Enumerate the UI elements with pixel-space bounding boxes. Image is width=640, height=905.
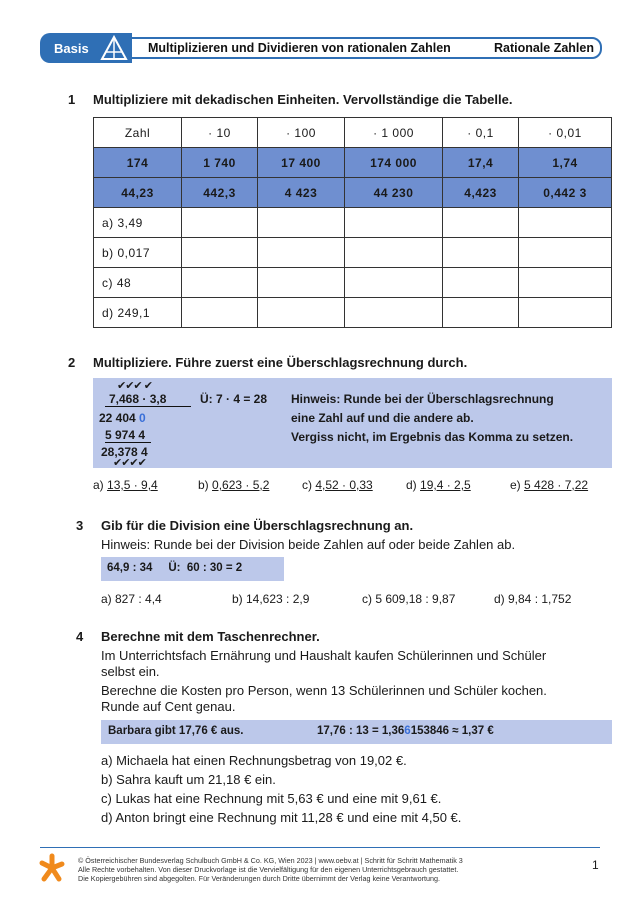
example-result: 28,378 4 bbox=[101, 445, 148, 459]
answer-cell[interactable] bbox=[345, 298, 443, 328]
table-cell: 44,23 bbox=[94, 178, 182, 208]
example-partial-1 bbox=[99, 411, 146, 425]
table-row bbox=[94, 148, 612, 178]
table-cell: 17,4 bbox=[443, 148, 519, 178]
calc-part-c: 153846 ≈ 1,37 € bbox=[410, 725, 494, 737]
table-header-row bbox=[94, 118, 612, 148]
task3-hint: Hinweis: Runde bei der Division beide Zahlen auf oder beide Zahlen ab. bbox=[101, 537, 516, 552]
answer-cell[interactable] bbox=[519, 208, 612, 238]
table-header-cell: · 1 000 bbox=[345, 118, 443, 148]
page-number: 1 bbox=[592, 858, 599, 872]
table-cell: 4,423 bbox=[443, 178, 519, 208]
task4-item-b: b) Sahra kauft um 21,18 € ein. bbox=[101, 772, 276, 787]
table-row bbox=[94, 298, 612, 328]
task3-item-a: a) 827 : 4,4 bbox=[101, 592, 162, 606]
answer-cell[interactable] bbox=[519, 298, 612, 328]
basis-badge bbox=[40, 33, 132, 63]
answer-cell[interactable] bbox=[258, 208, 345, 238]
task1-number: 1 bbox=[68, 92, 76, 107]
table-cell: 174 000 bbox=[345, 148, 443, 178]
multiplication-table bbox=[93, 117, 612, 328]
item-label: c) bbox=[302, 478, 316, 492]
answer-cell[interactable] bbox=[443, 298, 519, 328]
example-multiplication: 7,468 · 3,8 bbox=[105, 392, 191, 407]
task2-item-a bbox=[93, 478, 158, 492]
answer-cell[interactable] bbox=[519, 238, 612, 268]
table-cell: c) 48 bbox=[94, 268, 182, 298]
table-header-cell: · 100 bbox=[258, 118, 345, 148]
header-title: Multiplizieren und Dividieren von rationalen Zahlen bbox=[148, 41, 451, 55]
table-cell: 442,3 bbox=[182, 178, 258, 208]
answer-cell[interactable] bbox=[258, 268, 345, 298]
answer-cell[interactable] bbox=[258, 298, 345, 328]
item-label: e) bbox=[510, 478, 525, 492]
task4-paragraph-1b: selbst ein. bbox=[101, 664, 160, 679]
table-cell: 174 bbox=[94, 148, 182, 178]
answer-cell[interactable] bbox=[258, 238, 345, 268]
footer-line-1: © Österreichischer Bundesverlag Schulbuch GmbH & Co. KG, Wien 2023 | www.oebv.at | Schritt für Schritt Mathematik 3 bbox=[78, 856, 463, 865]
answer-cell[interactable] bbox=[345, 208, 443, 238]
publisher-logo-icon bbox=[38, 853, 66, 883]
table-row bbox=[94, 238, 612, 268]
item-expression: 4,52 · 0,33 bbox=[315, 478, 373, 492]
task3-example: 64,9 : 34 Ü: 60 : 30 = 2 bbox=[107, 562, 243, 574]
task4-item-a: a) Michaela hat einen Rechnungsbetrag von 19,02 €. bbox=[101, 753, 407, 768]
partial-1-value: 22 404 bbox=[99, 411, 136, 425]
task3-item-d: d) 9,84 : 1,752 bbox=[494, 592, 572, 606]
task4-number: 4 bbox=[76, 629, 84, 644]
hint-line-2: eine Zahl auf und die andere ab. bbox=[291, 411, 474, 425]
table-cell: b) 0,017 bbox=[94, 238, 182, 268]
hint-line-3: Vergiss nicht, im Ergebnis das Komma zu setzen. bbox=[291, 430, 574, 444]
table-cell: 0,442 3 bbox=[519, 178, 612, 208]
task2-item-e bbox=[510, 478, 588, 492]
triangle-level-icon bbox=[100, 35, 128, 61]
table-cell: d) 249,1 bbox=[94, 298, 182, 328]
task4-item-d: d) Anton bringt eine Rechnung mit 11,28 € und eine mit 4,50 €. bbox=[101, 810, 462, 825]
table-cell: 17 400 bbox=[258, 148, 345, 178]
answer-cell[interactable] bbox=[345, 268, 443, 298]
footer-copyright bbox=[78, 856, 463, 883]
task4-example-calc bbox=[317, 725, 494, 737]
answer-cell[interactable] bbox=[182, 208, 258, 238]
answer-cell[interactable] bbox=[182, 298, 258, 328]
task3-number: 3 bbox=[76, 518, 84, 533]
task4-example-box bbox=[101, 720, 612, 744]
hint-line-1: Hinweis: Runde bei der Überschlagsrechnung bbox=[291, 392, 554, 406]
task4-paragraph-1a: Im Unterrichtsfach Ernährung und Haushalt kaufen Schülerinnen und Schüler bbox=[101, 648, 547, 663]
task4-item-c: c) Lukas hat eine Rechnung mit 5,63 € und eine mit 9,61 €. bbox=[101, 791, 442, 806]
table-row bbox=[94, 178, 612, 208]
task2-number: 2 bbox=[68, 355, 76, 370]
header-chapter: Rationale Zahlen bbox=[493, 41, 594, 55]
item-label: b) bbox=[198, 478, 213, 492]
footer-divider bbox=[40, 847, 600, 848]
basis-label: Basis bbox=[54, 41, 89, 56]
table-header-cell: · 0,1 bbox=[443, 118, 519, 148]
item-expression: 19,4 · 2,5 bbox=[420, 478, 471, 492]
answer-cell[interactable] bbox=[182, 238, 258, 268]
item-label: d) bbox=[406, 478, 421, 492]
footer-line-3: Die Kopiergebühren sind abgegolten. Für Veränderungen durch Dritte übernimmt der Verlag keine Verantwortung. bbox=[78, 874, 440, 883]
item-expression: 0,623 · 5,2 bbox=[212, 478, 270, 492]
task1-title: Multipliziere mit dekadischen Einheiten. Vervollständige die Tabelle. bbox=[93, 92, 513, 107]
answer-cell[interactable] bbox=[443, 208, 519, 238]
example-partial-2: 5 974 4 bbox=[105, 428, 151, 443]
table-cell: 4 423 bbox=[258, 178, 345, 208]
table-cell: 44 230 bbox=[345, 178, 443, 208]
task3-item-c: c) 5 609,18 : 9,87 bbox=[362, 592, 456, 606]
item-expression: 13,5 · 9,4 bbox=[107, 478, 158, 492]
task2-item-d bbox=[406, 478, 471, 492]
example-estimate: Ü: 7 · 4 = 28 bbox=[200, 392, 268, 406]
task4-title: Berechne mit dem Taschenrechner. bbox=[101, 629, 320, 644]
table-cell: 1,74 bbox=[519, 148, 612, 178]
table-cell: 1 740 bbox=[182, 148, 258, 178]
task4-paragraph-2b: Runde auf Cent genau. bbox=[101, 699, 236, 714]
task4-example-left: Barbara gibt 17,76 € aus. bbox=[108, 725, 244, 737]
footer-line-2: Alle Rechte vorbehalten. Von dieser Druckvorlage ist die Vervielfältigung für den eigenen Unterrichtsgebrauch gestattet. bbox=[78, 865, 459, 874]
check-marks-bottom: ✔✔✔✔ bbox=[113, 457, 146, 469]
table-row bbox=[94, 268, 612, 298]
calc-highlight-digit: 6 bbox=[404, 725, 411, 737]
page-header bbox=[40, 33, 604, 63]
answer-cell[interactable] bbox=[519, 268, 612, 298]
answer-cell[interactable] bbox=[182, 268, 258, 298]
example-box bbox=[93, 378, 612, 468]
item-label: a) bbox=[93, 478, 108, 492]
task3-title: Gib für die Division eine Überschlagsrechnung an. bbox=[101, 518, 414, 533]
check-marks-top: ✔✔✔ ✔ bbox=[117, 380, 152, 392]
table-header-cell: Zahl bbox=[94, 118, 182, 148]
task3-example-box bbox=[101, 557, 284, 581]
table-header-cell: · 10 bbox=[182, 118, 258, 148]
answer-cell[interactable] bbox=[443, 238, 519, 268]
table-row bbox=[94, 208, 612, 238]
answer-cell[interactable] bbox=[443, 268, 519, 298]
answer-cell[interactable] bbox=[345, 238, 443, 268]
table-cell: a) 3,49 bbox=[94, 208, 182, 238]
task2-item-c bbox=[302, 478, 373, 492]
task4-paragraph-2a: Berechne die Kosten pro Person, wenn 13 Schülerinnen und Schüler kochen. bbox=[101, 683, 547, 698]
calc-part-a: 17,76 : 13 = 1,36 bbox=[317, 725, 405, 737]
item-expression: 5 428 · 7,22 bbox=[524, 478, 589, 492]
task3-item-b: b) 14,623 : 2,9 bbox=[232, 592, 310, 606]
table-header-cell: · 0,01 bbox=[519, 118, 612, 148]
partial-1-digit: 0 bbox=[139, 411, 146, 425]
task2-item-b bbox=[198, 478, 269, 492]
task2-title: Multipliziere. Führe zuerst eine Überschlagsrechnung durch. bbox=[93, 355, 468, 370]
